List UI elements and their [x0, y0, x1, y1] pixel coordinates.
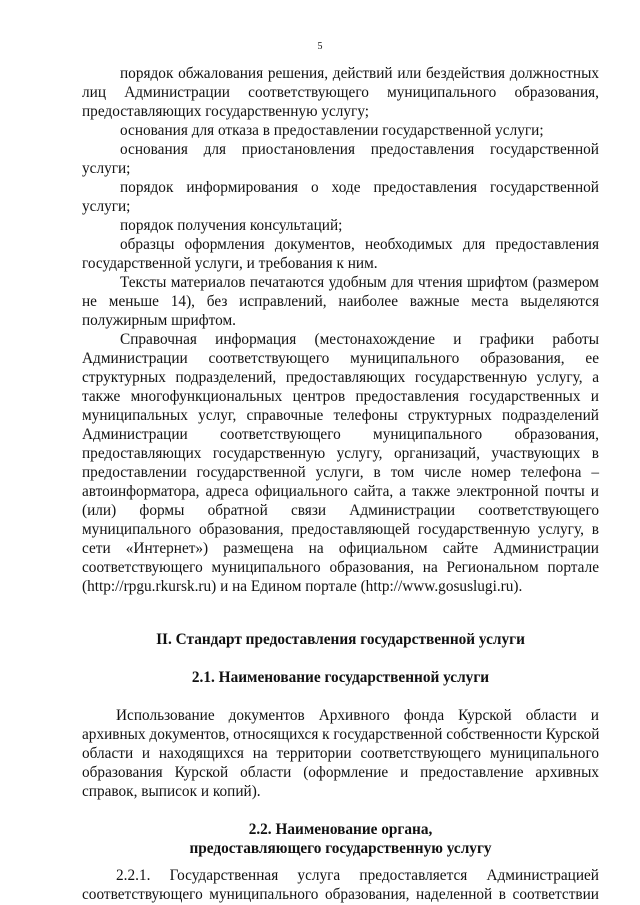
text-line: Тексты материалов печатаются удобным для чтения шрифтом (размером: [120, 274, 599, 291]
text-line: основания для отказа в предоставлении государственной услуги;: [120, 122, 544, 139]
text-line: области и находящихся на территории соответствующего муниципального: [82, 745, 599, 762]
text-line: (или) формы обратной связи Администрации соответствующего: [82, 502, 599, 519]
text-line: Справочная информация (местонахождение и графики работы: [120, 331, 599, 348]
text-line: образования Курской области (оформление и предоставление архивных: [82, 764, 599, 781]
text-line: автоинформатора, адреса официального сайта, а также электронной почты и: [82, 483, 599, 500]
text-line: (http://rpgu.rkursk.ru) и на Едином портале (http://www.gosuslugi.ru).: [82, 578, 523, 595]
subsection-heading: 2.2. Наименование органа,: [248, 821, 433, 838]
text-line: предоставлении государственной услуги, в том числе номер телефона –: [82, 464, 599, 481]
text-line: предоставляющих государственную услугу, организаций, участвующих в: [82, 445, 599, 462]
text-line: муниципальных услуг, справочные телефоны структурных подразделений: [82, 407, 599, 424]
text-line: Администрации соответствующего муниципального образования,: [82, 426, 599, 443]
subsection-heading: 2.1. Наименование государственной услуги: [191, 669, 490, 686]
text-line: государственной услуги, и требования к ним.: [82, 255, 378, 272]
text-line: соответствующего муниципального образования, наделенной в соответствии: [82, 886, 599, 903]
section-heading: II. Стандарт предоставления государственной услуги: [156, 631, 525, 648]
text-line: архивных документов, относящихся к государственной собственности Курской: [82, 726, 600, 743]
text-line: Администрации соответствующего муниципального образования, ее: [82, 350, 599, 367]
text-line: образцы оформления документов, необходимых для предоставления: [120, 236, 599, 253]
text-line: основания для приостановления предоставления государственной: [120, 141, 599, 158]
text-line: сети «Интернет») размещена на официальном сайте Администрации: [82, 540, 599, 557]
text-line: порядок обжалования решения, действий или бездействия должностных: [120, 65, 599, 82]
text-line: предоставляющих государственную услугу;: [82, 103, 370, 120]
text-line: лиц Администрации соответствующего муниципального образования,: [82, 84, 599, 101]
subsection-heading: предоставляющего государственную услугу: [189, 840, 492, 857]
text-line: порядок получения консультаций;: [120, 217, 343, 234]
text-line: не меньше 14), без исправлений, наиболее важные места выделяются: [82, 293, 599, 310]
text-line: полужирным шрифтом.: [82, 312, 236, 329]
page-number: 5: [317, 41, 323, 52]
text-line: услуги;: [82, 160, 131, 177]
text-line: порядок информирования о ходе предоставления государственной: [120, 179, 599, 196]
text-line: также многофункциональных центров предоставления государственных и: [82, 388, 599, 405]
text-line: Использование документов Архивного фонда Курской области и: [116, 707, 599, 724]
text-line: 2.2.1. Государственная услуга предоставляется Администрацией: [116, 867, 599, 884]
text-line: структурных подразделений, предоставляющих государственную услугу, а: [82, 369, 599, 386]
text-line: услуги;: [82, 198, 131, 215]
text-line: соответствующего муниципального образования, на Региональном портале: [82, 559, 599, 576]
text-line: муниципального образования, предоставляющей государственную услугу, в: [82, 521, 599, 538]
text-line: справок, выписок и копий).: [82, 783, 261, 800]
